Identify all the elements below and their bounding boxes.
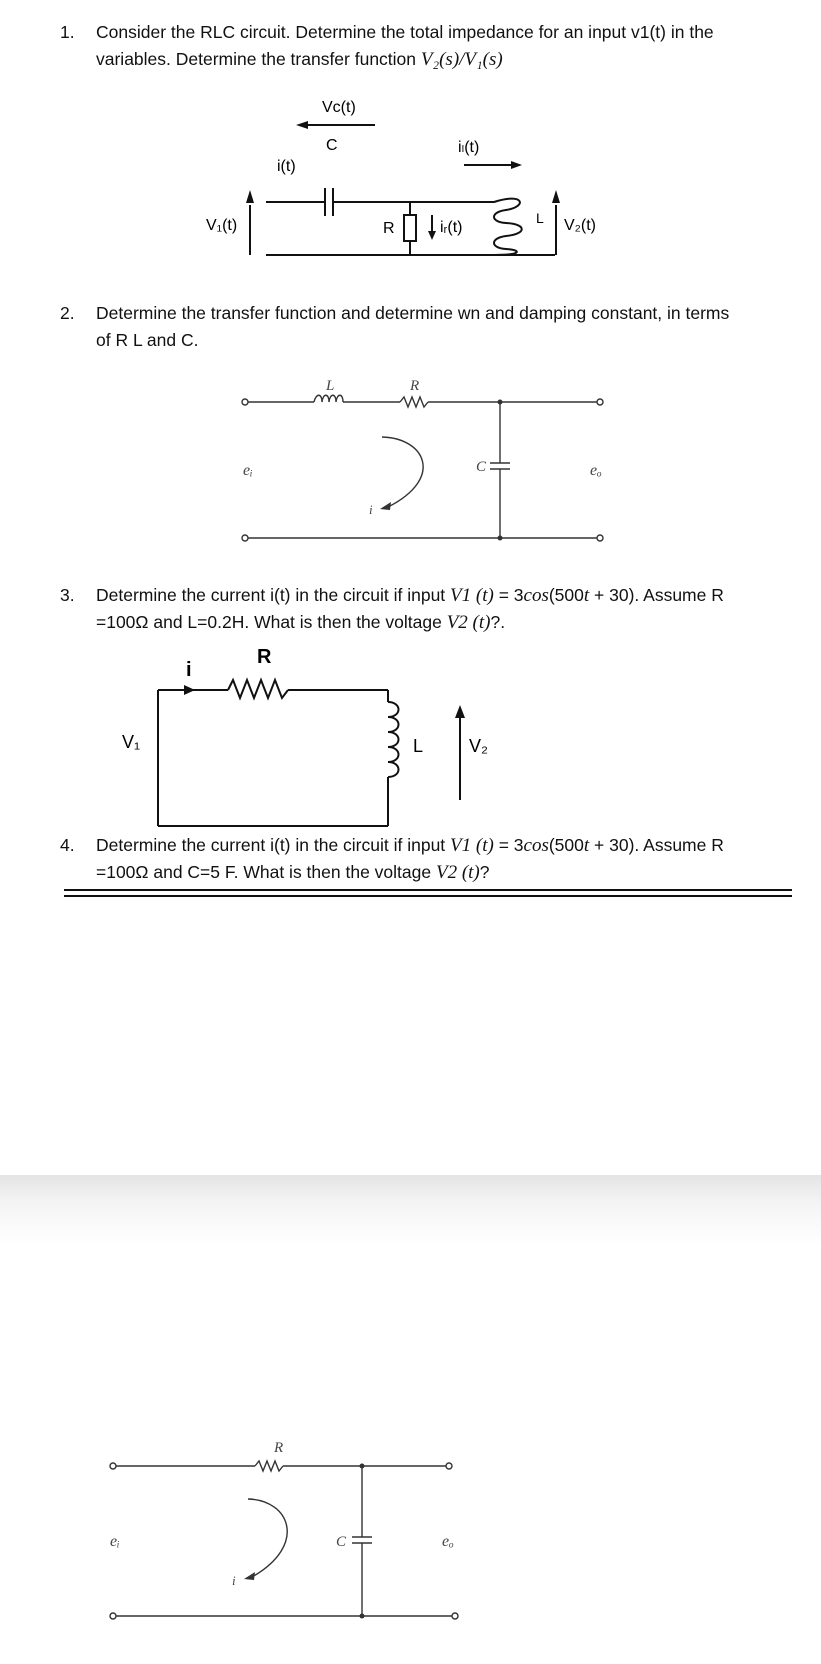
inductor-label: L [536,210,544,226]
output-voltage-label: eₒ [442,1533,454,1550]
capacitor-voltage-label: Vc(t) [322,99,356,116]
question-text-line: Determine the current i(t) in the circuit if input V1 (t) = 3cos(500t + 30). Assume R [96,835,724,856]
question-number: 3. [60,585,75,605]
input-voltage-label: V₁(t) [206,217,238,234]
current-label: i [232,1573,236,1588]
resistor-label: R [410,378,420,394]
capacitor-label: C [326,137,338,154]
question-text-line: =100Ω and L=0.2H. What is then the voltage V2 (t)?. [96,612,506,633]
capacitor-label: C [336,1534,347,1550]
transfer-function-math: V₂(s)/V₁(s) [420,49,503,70]
output-voltage-label: V₂ [469,736,488,756]
question-number: 2. [60,303,75,323]
question-text-line: variables. Determine the transfer function V₂(s)/V₁(s) [96,49,503,70]
question-text-line: =100Ω and C=5 F. What is then the voltage V2 (t)? [96,862,490,883]
question-number: 4. [60,835,75,855]
resistor-label: R [274,1440,284,1456]
output-voltage-label: V₂(t) [564,217,596,234]
capacitor-label: C [476,459,487,475]
question-number: 1. [60,22,75,42]
question-text-line: Consider the RLC circuit. Determine the total impedance for an input v1(t) in the [96,22,714,42]
input-voltage-label: eᵢ [110,1533,120,1550]
question-text-line: Determine the transfer function and determine wn and damping constant, in terms [96,303,730,323]
inductor-current-label: iₗ(t) [458,139,480,156]
current-label: i(t) [277,158,296,175]
inductor-label: L [326,378,335,394]
resistor-current-label: iᵣ(t) [440,219,463,236]
question-text-line: Determine the current i(t) in the circuit if input V1 (t) = 3cos(500t + 30). Assume R [96,585,724,606]
input-voltage-label: eᵢ [243,462,253,479]
current-label: i [186,659,192,681]
output-voltage-label: eₒ [590,462,602,479]
question-text-line: of R L and C. [96,330,199,350]
resistor-label: R [383,220,395,237]
current-label: i [369,502,373,517]
input-voltage-label: V₁ [122,732,141,752]
resistor-label: R [257,646,272,668]
inductor-label: L [413,736,424,756]
